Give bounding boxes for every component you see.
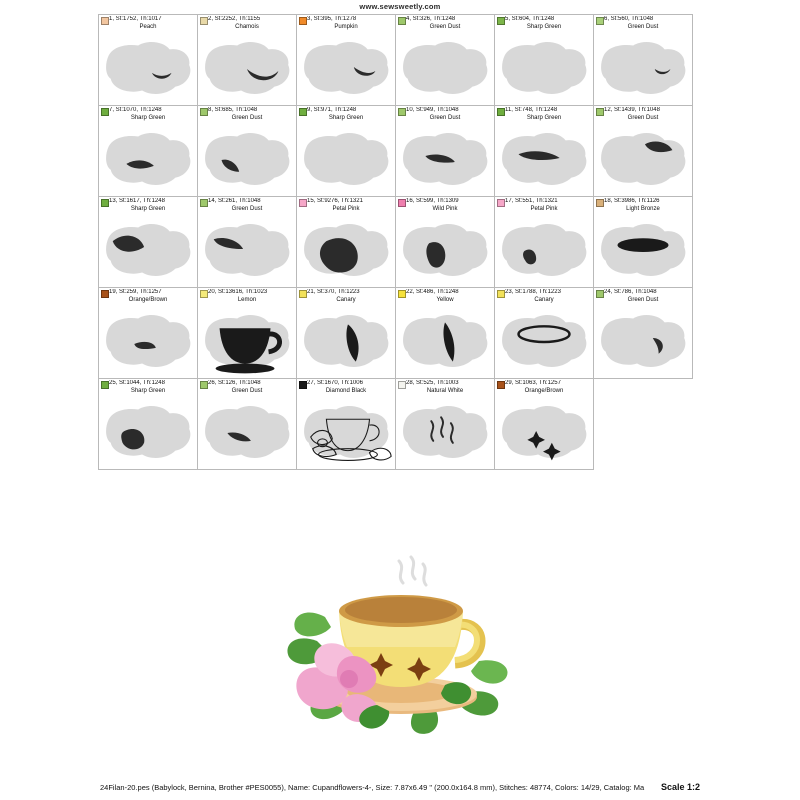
stop-header: 13, St:1617, Th:1248: [109, 198, 165, 204]
thread-color-name: Sharp Green: [130, 388, 166, 394]
stop-header: 26, St:126, Th:1048: [208, 380, 261, 386]
color-stop-cell: [296, 105, 396, 197]
color-stop-cell: [197, 378, 297, 470]
color-stop-cell: [395, 378, 495, 470]
stop-artwork: [396, 120, 494, 198]
footer: [0, 782, 800, 792]
design-preview: [265, 545, 535, 745]
thread-color-name: Green Dust: [627, 297, 659, 303]
thread-color-name: Orange/Brown: [524, 388, 564, 394]
colorway-row: [98, 287, 702, 378]
stop-header: 6, St:560, Th:1048: [604, 16, 654, 22]
stop-header: 11, St:748, Th:1248: [505, 107, 558, 113]
stop-artwork: [297, 211, 395, 289]
stop-header: 29, St:1063, Th:1257: [505, 380, 561, 386]
color-stop-cell: [494, 14, 594, 106]
thread-color-name: Sharp Green: [130, 115, 166, 121]
stop-header: 28, St:525, Th:1003: [406, 380, 459, 386]
scale-label: Scale 1:2: [660, 782, 700, 792]
stop-artwork: [594, 302, 692, 380]
color-stop-cell: [395, 14, 495, 106]
stop-artwork: [297, 302, 395, 380]
stop-artwork: [396, 29, 494, 107]
color-stop-cell: [296, 287, 396, 379]
stop-artwork: [297, 393, 395, 471]
thread-color-name: Light Bronze: [626, 206, 660, 212]
colorway-row: [98, 105, 702, 196]
stop-artwork: [594, 29, 692, 107]
thread-color-name: Chamois: [235, 24, 259, 30]
stop-artwork: [396, 393, 494, 471]
stop-artwork: [495, 393, 593, 471]
stop-artwork: [594, 120, 692, 198]
stop-artwork: [297, 120, 395, 198]
stop-artwork: [297, 29, 395, 107]
thread-color-name: Petal Pink: [332, 206, 360, 212]
color-stop-cell: [494, 378, 594, 470]
thread-color-name: Green Dust: [627, 115, 659, 121]
stop-header: 9, St:971, Th:1248: [307, 107, 357, 113]
color-stop-cell: [98, 196, 198, 288]
color-stop-cell: [98, 287, 198, 379]
stop-header: 16, St:599, Th:1309: [406, 198, 459, 204]
stop-artwork: [198, 302, 296, 380]
thread-color-name: Lemon: [237, 297, 257, 303]
color-stop-cell: [197, 105, 297, 197]
stop-header: 5, St:604, Th:1248: [505, 16, 555, 22]
stop-artwork: [198, 211, 296, 289]
color-stop-cell: [98, 14, 198, 106]
stop-artwork: [396, 211, 494, 289]
color-stop-cell: [197, 14, 297, 106]
stop-header: 15, St:9276, Th:1321: [307, 198, 363, 204]
stop-header: 12, St:1439, Th:1048: [604, 107, 660, 113]
thread-color-name: Green Dust: [627, 24, 659, 30]
colorway-grid: [98, 14, 702, 469]
stop-artwork: [99, 211, 197, 289]
stop-artwork: [594, 211, 692, 289]
color-stop-cell: [197, 196, 297, 288]
thread-color-name: Peach: [139, 24, 157, 30]
color-stop-cell: [395, 105, 495, 197]
stop-header: 4, St:326, Th:1248: [406, 16, 456, 22]
thread-color-name: Wild Pink: [432, 206, 458, 212]
color-stop-cell: [395, 196, 495, 288]
thread-color-name: Sharp Green: [526, 24, 562, 30]
color-stop-cell: [395, 287, 495, 379]
stop-artwork: [198, 29, 296, 107]
stop-header: 1, St:1752, Th:1017: [109, 16, 162, 22]
stop-artwork: [495, 211, 593, 289]
site-url: www.sewsweetly.com: [359, 2, 441, 11]
stop-header: 24, St:786, Th:1048: [604, 289, 657, 295]
stop-header: 27, St:1670, Th:1006: [307, 380, 363, 386]
color-stop-cell: [494, 196, 594, 288]
colorway-row: [98, 196, 702, 287]
stop-header: 23, St:1788, Th:1223: [505, 289, 561, 295]
thread-color-name: Natural White: [426, 388, 464, 394]
stop-artwork: [198, 393, 296, 471]
stop-header: 17, St:551, Th:1321: [505, 198, 558, 204]
footer-text: 24Filan-20.pes (Babylock, Bernina, Brother #PES0055), Name: Cupandflowers-4-, Size: 7.87x6.49 " (200.0x164.8 mm), Stitches: 48774, Colors: 14/29, Catalog: Ma: [100, 783, 645, 792]
stop-artwork: [495, 302, 593, 380]
stop-header: 3, St:395, Th:1278: [307, 16, 357, 22]
stop-artwork: [198, 120, 296, 198]
thread-color-name: Canary: [336, 297, 356, 303]
thread-color-name: Green Dust: [429, 24, 461, 30]
stop-header: 18, St:3986, Th:1126: [604, 198, 660, 204]
colorway-row: [98, 14, 702, 105]
thread-color-name: Petal Pink: [530, 206, 558, 212]
thread-color-name: Orange/Brown: [128, 297, 168, 303]
stop-artwork: [99, 302, 197, 380]
stop-artwork: [99, 393, 197, 471]
thread-color-name: Green Dust: [231, 206, 263, 212]
stop-header: 14, St:261, Th:1048: [208, 198, 261, 204]
stop-header: 20, St:13616, Th:1023: [208, 289, 268, 295]
thread-color-name: Yellow: [436, 297, 454, 303]
stop-artwork: [495, 29, 593, 107]
color-stop-cell: [593, 14, 693, 106]
color-stop-cell: [494, 287, 594, 379]
stop-header: 22, St:486, Th:1248: [406, 289, 459, 295]
color-stop-cell: [98, 105, 198, 197]
thread-color-name: Canary: [534, 297, 554, 303]
stop-header: 8, St:685, Th:1048: [208, 107, 258, 113]
stop-artwork: [99, 120, 197, 198]
color-stop-cell: [593, 196, 693, 288]
color-stop-cell: [296, 378, 396, 470]
color-stop-cell: [98, 378, 198, 470]
color-stop-cell: [296, 14, 396, 106]
thread-color-name: Green Dust: [231, 115, 263, 121]
thread-color-name: Pumpkin: [334, 24, 358, 30]
color-stop-cell: [296, 196, 396, 288]
stop-header: 7, St:1070, Th:1248: [109, 107, 162, 113]
thread-color-name: Green Dust: [231, 388, 263, 394]
color-stop-cell: [197, 287, 297, 379]
stop-artwork: [495, 120, 593, 198]
stop-header: 2, St:2252, Th:1155: [208, 16, 261, 22]
thread-color-name: Green Dust: [429, 115, 461, 121]
stop-header: 10, St:949, Th:1048: [406, 107, 459, 113]
stop-artwork: [99, 29, 197, 107]
thread-color-name: Sharp Green: [328, 115, 364, 121]
color-stop-cell: [593, 287, 693, 379]
colorway-row: [98, 378, 702, 469]
stop-header: 25, St:1044, Th:1248: [109, 380, 165, 386]
stop-artwork: [396, 302, 494, 380]
stop-header: 19, St:259, Th:1257: [109, 289, 162, 295]
thread-color-name: Sharp Green: [130, 206, 166, 212]
thread-color-name: Diamond Black: [325, 388, 367, 394]
color-stop-cell: [494, 105, 594, 197]
color-stop-cell: [593, 105, 693, 197]
stop-header: 21, St:370, Th:1223: [307, 289, 360, 295]
thread-color-name: Sharp Green: [526, 115, 562, 121]
